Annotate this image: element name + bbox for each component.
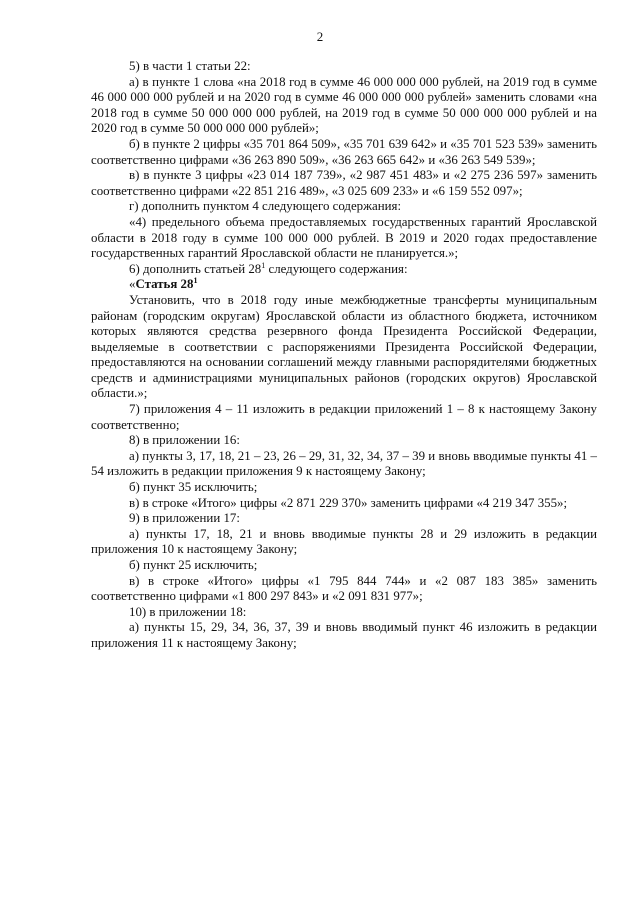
paragraph-item9v: в) в строке «Итого» цифры «1 795 844 744» и «2 087 183 385» заменить соответственно цифрами «1 800 297 843» и «2 091 831 977»; <box>91 573 597 604</box>
article-title: Статья 28 <box>135 277 194 292</box>
item6-superscript: 1 <box>261 260 266 270</box>
paragraph-item8: 8) в приложении 16: <box>129 433 240 448</box>
paragraph-item5: 5) в части 1 статьи 22: <box>129 59 251 73</box>
paragraph-item6 <box>91 262 597 278</box>
paragraph-item10a: а) пункты 15, 29, 34, 36, 37, 39 и вновь вводимый пункт 46 изложить в редакции приложения 11 к настоящему Закону; <box>91 620 597 650</box>
document-body <box>91 59 597 652</box>
paragraph-item8a: а) пункты 3, 17, 18, 21 – 23, 26 – 29, 31, 32, 34, 37 – 39 и вновь вводимые пункты 41 – 54 изложить в редакции приложения 9 к настоящему Закону; <box>91 448 597 479</box>
item6-text: 6) дополнить статьей 28 <box>129 261 262 276</box>
page-number: 2 <box>316 29 324 44</box>
paragraph-item5v: в) в пункте 3 цифры «23 014 187 739», «2 987 451 483» и «2 275 236 597» заменить соответственно цифрами «22 851 216 489», «3 025 609 233» и «6 159 552 097»; <box>91 168 597 198</box>
paragraph-item9b: б) пункт 25 исключить; <box>129 558 258 572</box>
paragraph-item8b: б) пункт 35 исключить; <box>129 480 258 495</box>
paragraph-item10: 10) в приложении 18: <box>129 604 247 619</box>
article-heading <box>91 277 597 293</box>
paragraph-item5b: б) в пункте 2 цифры «35 701 864 509», «35 701 639 642» и «35 701 523 539» заменить соответственно цифрами «36 263 890 509», «36 263 665 642» и «36 263 549 539»; <box>91 136 597 167</box>
article-superscript: 1 <box>193 276 198 286</box>
paragraph-item9: 9) в приложении 17: <box>129 511 240 526</box>
article-open-quote: « <box>129 277 136 292</box>
paragraph-guarantees: «4) предельного объема предоставляемых государственных гарантий Ярославской области в 2018 году в сумме 100 000 000 рублей. В 2019 и 2020 годах предоставление государственных гарантий Ярославской области не планируется.»; <box>91 214 597 261</box>
paragraph-item7: 7) приложения 4 – 11 изложить в редакции приложений 1 – 8 к настоящему Закону соответственно; <box>91 402 597 432</box>
paragraph-item9a: а) пункты 17, 18, 21 и вновь вводимые пункты 28 и 29 изложить в редакции приложения 10 к настоящему Закону; <box>91 526 597 557</box>
paragraph-item5g: г) дополнить пунктом 4 следующего содержания: <box>129 199 402 214</box>
item6-tail: следующего содержания: <box>265 261 408 276</box>
paragraph-transfers: Установить, что в 2018 году иные межбюджетные трансферты муниципальным районам (городским округам) Ярославской области из областного бюджета, источником которых являются средства резервного фонда Президента Российской Федерации, выделяемые в соответствии с распоряжениями Президента Российской Федерации, предоставляются на основании соглашений между главными распорядителями бюджетных средств и администрациями муниципальных районов (городских округов) Ярославской области.»; <box>91 292 597 401</box>
paragraph-item8v: в) в строке «Итого» цифры «2 871 229 370» заменить цифрами «4 219 347 355»; <box>129 495 568 510</box>
paragraph-item5a: а) в пункте 1 слова «на 2018 год в сумме 46 000 000 000 рублей, на 2019 год в сумме 46 000 000 000 рублей и на 2020 год в сумме 46 000 000 000 рублей» заменить словами «на 2018 год в сумме 50 000 000 000 рублей, на 2019 год в сумме 50 000 000 000 рублей и на 2020 год в сумме 50 000 000 000 рублей»; <box>91 74 597 136</box>
